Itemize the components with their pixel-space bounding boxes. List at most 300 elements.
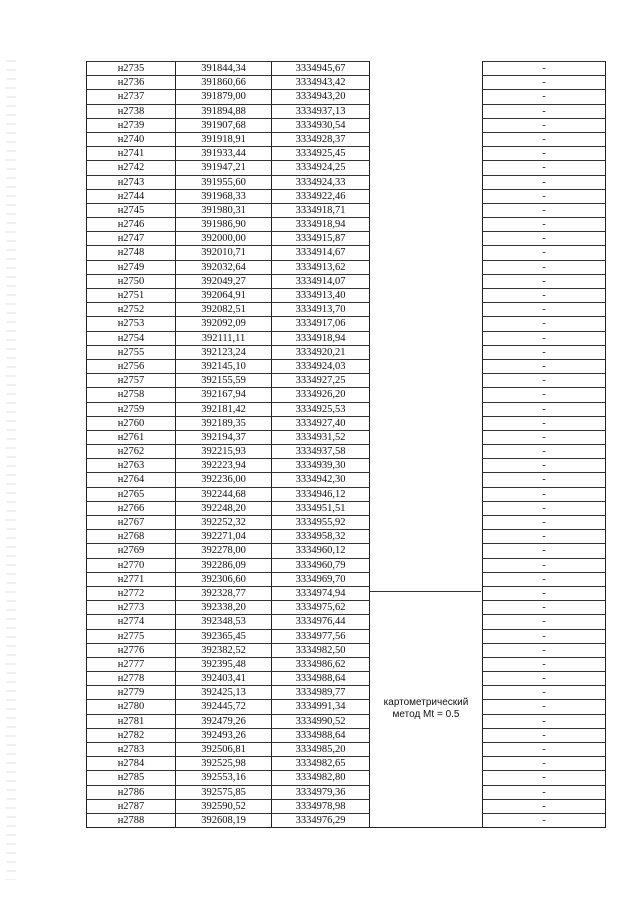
point-id-cell: н2761 bbox=[87, 430, 176, 444]
point-id-cell: н2754 bbox=[87, 331, 176, 345]
accuracy-cell: - bbox=[482, 217, 605, 231]
y-coordinate-cell: 3334982,65 bbox=[272, 756, 370, 770]
point-id-cell: н2751 bbox=[87, 288, 176, 302]
accuracy-cell: - bbox=[482, 203, 605, 217]
table-row bbox=[87, 770, 605, 784]
point-id-cell: н2783 bbox=[87, 742, 176, 756]
method-cell bbox=[370, 799, 482, 813]
point-id-cell: н2768 bbox=[87, 529, 176, 543]
accuracy-cell: - bbox=[482, 132, 605, 146]
method-cell bbox=[370, 373, 482, 387]
y-coordinate-cell: 3334988,64 bbox=[272, 671, 370, 685]
table-row bbox=[87, 756, 605, 770]
x-coordinate-cell: 392306,60 bbox=[176, 572, 272, 586]
method-cell bbox=[370, 770, 482, 784]
point-id-cell: н2784 bbox=[87, 756, 176, 770]
point-id-cell: н2739 bbox=[87, 118, 176, 132]
y-coordinate-cell: 3334918,94 bbox=[272, 331, 370, 345]
point-id-cell: н2743 bbox=[87, 175, 176, 189]
table-row bbox=[87, 586, 605, 600]
table-row bbox=[87, 600, 605, 614]
y-coordinate-cell: 3334976,44 bbox=[272, 614, 370, 628]
accuracy-cell: - bbox=[482, 387, 605, 401]
point-id-cell: н2735 bbox=[87, 61, 176, 75]
x-coordinate-cell: 392348,53 bbox=[176, 614, 272, 628]
x-coordinate-cell: 392244,68 bbox=[176, 487, 272, 501]
method-cell bbox=[370, 316, 482, 330]
method-cell bbox=[370, 203, 482, 217]
accuracy-cell: - bbox=[482, 756, 605, 770]
accuracy-cell: - bbox=[482, 430, 605, 444]
y-coordinate-cell: 3334943,42 bbox=[272, 75, 370, 89]
accuracy-cell: - bbox=[482, 699, 605, 713]
method-cell bbox=[370, 387, 482, 401]
x-coordinate-cell: 392271,04 bbox=[176, 529, 272, 543]
accuracy-cell: - bbox=[482, 714, 605, 728]
table-row bbox=[87, 104, 605, 118]
y-coordinate-cell: 3334989,77 bbox=[272, 685, 370, 699]
table-row bbox=[87, 685, 605, 699]
method-cell bbox=[370, 543, 482, 557]
table-row bbox=[87, 260, 605, 274]
x-coordinate-cell: 392493,26 bbox=[176, 728, 272, 742]
accuracy-cell: - bbox=[482, 373, 605, 387]
y-coordinate-cell: 3334975,62 bbox=[272, 600, 370, 614]
accuracy-cell: - bbox=[482, 813, 605, 827]
y-coordinate-cell: 3334918,94 bbox=[272, 217, 370, 231]
method-cell bbox=[370, 572, 482, 586]
y-coordinate-cell: 3334930,54 bbox=[272, 118, 370, 132]
method-cell bbox=[370, 416, 482, 430]
point-id-cell: н2766 bbox=[87, 501, 176, 515]
method-cell bbox=[370, 643, 482, 657]
method-note bbox=[370, 697, 482, 721]
method-cell bbox=[370, 586, 482, 600]
method-cell bbox=[370, 472, 482, 486]
x-coordinate-cell: 391894,88 bbox=[176, 104, 272, 118]
point-id-cell: н2779 bbox=[87, 685, 176, 699]
method-cell bbox=[370, 260, 482, 274]
method-cell bbox=[370, 629, 482, 643]
point-id-cell: н2776 bbox=[87, 643, 176, 657]
x-coordinate-cell: 391947,21 bbox=[176, 160, 272, 174]
method-cell bbox=[370, 728, 482, 742]
table-row bbox=[87, 359, 605, 373]
x-coordinate-cell: 392236,00 bbox=[176, 472, 272, 486]
x-coordinate-cell: 392252,32 bbox=[176, 515, 272, 529]
table-row bbox=[87, 699, 605, 713]
method-cell bbox=[370, 160, 482, 174]
accuracy-cell: - bbox=[482, 118, 605, 132]
method-cell bbox=[370, 132, 482, 146]
x-coordinate-cell: 392000,00 bbox=[176, 231, 272, 245]
y-coordinate-cell: 3334927,25 bbox=[272, 373, 370, 387]
table-row bbox=[87, 402, 605, 416]
y-coordinate-cell: 3334913,70 bbox=[272, 302, 370, 316]
y-coordinate-cell: 3334982,50 bbox=[272, 643, 370, 657]
y-coordinate-cell: 3334920,21 bbox=[272, 345, 370, 359]
table-row bbox=[87, 444, 605, 458]
method-cell bbox=[370, 288, 482, 302]
point-id-cell: н2737 bbox=[87, 89, 176, 103]
y-coordinate-cell: 3334988,64 bbox=[272, 728, 370, 742]
point-id-cell: н2769 bbox=[87, 543, 176, 557]
method-cell bbox=[370, 331, 482, 345]
table-row bbox=[87, 813, 605, 827]
y-coordinate-cell: 3334918,71 bbox=[272, 203, 370, 217]
method-cell bbox=[370, 515, 482, 529]
x-coordinate-cell: 392445,72 bbox=[176, 699, 272, 713]
table-row bbox=[87, 614, 605, 628]
accuracy-cell: - bbox=[482, 444, 605, 458]
method-cell bbox=[370, 245, 482, 259]
x-coordinate-cell: 392145,10 bbox=[176, 359, 272, 373]
point-id-cell: н2770 bbox=[87, 558, 176, 572]
method-cell bbox=[370, 118, 482, 132]
table-row bbox=[87, 118, 605, 132]
accuracy-cell: - bbox=[482, 487, 605, 501]
point-id-cell: н2749 bbox=[87, 260, 176, 274]
table-row bbox=[87, 245, 605, 259]
point-id-cell: н2760 bbox=[87, 416, 176, 430]
accuracy-cell: - bbox=[482, 189, 605, 203]
point-id-cell: н2788 bbox=[87, 813, 176, 827]
method-note-line1: картометрический bbox=[383, 697, 469, 708]
method-cell bbox=[370, 756, 482, 770]
y-coordinate-cell: 3334915,87 bbox=[272, 231, 370, 245]
y-coordinate-cell: 3334982,80 bbox=[272, 770, 370, 784]
x-coordinate-cell: 392395,48 bbox=[176, 657, 272, 671]
y-coordinate-cell: 3334924,25 bbox=[272, 160, 370, 174]
table-row bbox=[87, 416, 605, 430]
y-coordinate-cell: 3334960,12 bbox=[272, 543, 370, 557]
x-coordinate-cell: 392215,93 bbox=[176, 444, 272, 458]
y-coordinate-cell: 3334951,51 bbox=[272, 501, 370, 515]
accuracy-cell: - bbox=[482, 657, 605, 671]
method-cell bbox=[370, 529, 482, 543]
point-id-cell: н2763 bbox=[87, 458, 176, 472]
point-id-cell: н2742 bbox=[87, 160, 176, 174]
method-cell bbox=[370, 175, 482, 189]
method-cell bbox=[370, 785, 482, 799]
method-cell bbox=[370, 657, 482, 671]
point-id-cell: н2778 bbox=[87, 671, 176, 685]
method-cell bbox=[370, 89, 482, 103]
y-coordinate-cell: 3334937,13 bbox=[272, 104, 370, 118]
point-id-cell: н2771 bbox=[87, 572, 176, 586]
point-id-cell: н2787 bbox=[87, 799, 176, 813]
point-id-cell: н2744 bbox=[87, 189, 176, 203]
accuracy-cell: - bbox=[482, 529, 605, 543]
accuracy-cell: - bbox=[482, 89, 605, 103]
table-row bbox=[87, 302, 605, 316]
x-coordinate-cell: 392155,59 bbox=[176, 373, 272, 387]
point-id-cell: н2752 bbox=[87, 302, 176, 316]
method-cell bbox=[370, 217, 482, 231]
y-coordinate-cell: 3334946,12 bbox=[272, 487, 370, 501]
method-cell bbox=[370, 558, 482, 572]
y-coordinate-cell: 3334924,03 bbox=[272, 359, 370, 373]
accuracy-cell: - bbox=[482, 643, 605, 657]
point-id-cell: н2741 bbox=[87, 146, 176, 160]
point-id-cell: н2755 bbox=[87, 345, 176, 359]
accuracy-cell: - bbox=[482, 302, 605, 316]
table-row bbox=[87, 785, 605, 799]
y-coordinate-cell: 3334991,34 bbox=[272, 699, 370, 713]
margin-stamp-strip bbox=[6, 60, 16, 880]
x-coordinate-cell: 392286,09 bbox=[176, 558, 272, 572]
y-coordinate-cell: 3334914,67 bbox=[272, 245, 370, 259]
table-row bbox=[87, 629, 605, 643]
x-coordinate-cell: 392082,51 bbox=[176, 302, 272, 316]
table-row bbox=[87, 657, 605, 671]
accuracy-cell: - bbox=[482, 671, 605, 685]
accuracy-cell: - bbox=[482, 160, 605, 174]
y-coordinate-cell: 3334960,79 bbox=[272, 558, 370, 572]
y-coordinate-cell: 3334927,40 bbox=[272, 416, 370, 430]
x-coordinate-cell: 391879,00 bbox=[176, 89, 272, 103]
x-coordinate-cell: 392338,20 bbox=[176, 600, 272, 614]
y-coordinate-cell: 3334939,30 bbox=[272, 458, 370, 472]
point-id-cell: н2777 bbox=[87, 657, 176, 671]
x-coordinate-cell: 391860,66 bbox=[176, 75, 272, 89]
x-coordinate-cell: 392064,91 bbox=[176, 288, 272, 302]
table-row bbox=[87, 146, 605, 160]
y-coordinate-cell: 3334945,67 bbox=[272, 61, 370, 75]
method-cell bbox=[370, 487, 482, 501]
y-coordinate-cell: 3334978,98 bbox=[272, 799, 370, 813]
method-cell bbox=[370, 104, 482, 118]
y-coordinate-cell: 3334925,45 bbox=[272, 146, 370, 160]
table-row bbox=[87, 529, 605, 543]
method-cell bbox=[370, 189, 482, 203]
point-id-cell: н2736 bbox=[87, 75, 176, 89]
y-coordinate-cell: 3334985,20 bbox=[272, 742, 370, 756]
x-coordinate-cell: 391844,34 bbox=[176, 61, 272, 75]
y-coordinate-cell: 3334917,06 bbox=[272, 316, 370, 330]
method-section-divider bbox=[369, 591, 481, 592]
accuracy-cell: - bbox=[482, 175, 605, 189]
point-id-cell: н2740 bbox=[87, 132, 176, 146]
accuracy-cell: - bbox=[482, 785, 605, 799]
accuracy-cell: - bbox=[482, 572, 605, 586]
x-coordinate-cell: 392189,35 bbox=[176, 416, 272, 430]
x-coordinate-cell: 392506,81 bbox=[176, 742, 272, 756]
point-id-cell: н2753 bbox=[87, 316, 176, 330]
y-coordinate-cell: 3334937,58 bbox=[272, 444, 370, 458]
accuracy-cell: - bbox=[482, 586, 605, 600]
table-row bbox=[87, 515, 605, 529]
y-coordinate-cell: 3334913,62 bbox=[272, 260, 370, 274]
point-id-cell: н2773 bbox=[87, 600, 176, 614]
x-coordinate-cell: 392010,71 bbox=[176, 245, 272, 259]
table-row bbox=[87, 160, 605, 174]
method-cell bbox=[370, 614, 482, 628]
point-id-cell: н2738 bbox=[87, 104, 176, 118]
accuracy-cell: - bbox=[482, 614, 605, 628]
y-coordinate-cell: 3334986,62 bbox=[272, 657, 370, 671]
y-coordinate-cell: 3334924,33 bbox=[272, 175, 370, 189]
accuracy-cell: - bbox=[482, 316, 605, 330]
table-row bbox=[87, 643, 605, 657]
method-cell bbox=[370, 61, 482, 75]
x-coordinate-cell: 392365,45 bbox=[176, 629, 272, 643]
y-coordinate-cell: 3334943,20 bbox=[272, 89, 370, 103]
x-coordinate-cell: 392575,85 bbox=[176, 785, 272, 799]
method-cell bbox=[370, 444, 482, 458]
x-coordinate-cell: 392590,52 bbox=[176, 799, 272, 813]
y-coordinate-cell: 3334925,53 bbox=[272, 402, 370, 416]
y-coordinate-cell: 3334942,30 bbox=[272, 472, 370, 486]
table-row bbox=[87, 742, 605, 756]
table-row bbox=[87, 543, 605, 557]
method-cell bbox=[370, 671, 482, 685]
point-id-cell: н2759 bbox=[87, 402, 176, 416]
y-coordinate-cell: 3334977,56 bbox=[272, 629, 370, 643]
point-id-cell: н2767 bbox=[87, 515, 176, 529]
x-coordinate-cell: 392092,09 bbox=[176, 316, 272, 330]
table-row bbox=[87, 203, 605, 217]
table-row bbox=[87, 387, 605, 401]
accuracy-cell: - bbox=[482, 458, 605, 472]
point-id-cell: н2785 bbox=[87, 770, 176, 784]
table-row bbox=[87, 373, 605, 387]
x-coordinate-cell: 392328,77 bbox=[176, 586, 272, 600]
table-row bbox=[87, 61, 605, 75]
accuracy-cell: - bbox=[482, 402, 605, 416]
accuracy-cell: - bbox=[482, 685, 605, 699]
y-coordinate-cell: 3334969,70 bbox=[272, 572, 370, 586]
table-row bbox=[87, 572, 605, 586]
x-coordinate-cell: 391980,31 bbox=[176, 203, 272, 217]
y-coordinate-cell: 3334976,29 bbox=[272, 813, 370, 827]
y-coordinate-cell: 3334914,07 bbox=[272, 274, 370, 288]
accuracy-cell: - bbox=[482, 146, 605, 160]
y-coordinate-cell: 3334931,52 bbox=[272, 430, 370, 444]
x-coordinate-cell: 391986,90 bbox=[176, 217, 272, 231]
x-coordinate-cell: 392479,26 bbox=[176, 714, 272, 728]
coordinates-table bbox=[86, 61, 606, 828]
table-row bbox=[87, 430, 605, 444]
point-id-cell: н2780 bbox=[87, 699, 176, 713]
table-row bbox=[87, 288, 605, 302]
x-coordinate-cell: 391907,68 bbox=[176, 118, 272, 132]
point-id-cell: н2764 bbox=[87, 472, 176, 486]
accuracy-cell: - bbox=[482, 472, 605, 486]
accuracy-cell: - bbox=[482, 75, 605, 89]
accuracy-cell: - bbox=[482, 742, 605, 756]
accuracy-cell: - bbox=[482, 543, 605, 557]
x-coordinate-cell: 391955,60 bbox=[176, 175, 272, 189]
method-cell bbox=[370, 430, 482, 444]
table-row bbox=[87, 458, 605, 472]
table-row bbox=[87, 799, 605, 813]
y-coordinate-cell: 3334958,32 bbox=[272, 529, 370, 543]
table-row bbox=[87, 274, 605, 288]
table-row bbox=[87, 217, 605, 231]
x-coordinate-cell: 392278,00 bbox=[176, 543, 272, 557]
x-coordinate-cell: 392403,41 bbox=[176, 671, 272, 685]
method-cell bbox=[370, 600, 482, 614]
method-note-line2: метод Mt = 0.5 bbox=[392, 709, 460, 720]
point-id-cell: н2782 bbox=[87, 728, 176, 742]
x-coordinate-cell: 392425,13 bbox=[176, 685, 272, 699]
point-id-cell: н2746 bbox=[87, 217, 176, 231]
method-cell bbox=[370, 359, 482, 373]
accuracy-cell: - bbox=[482, 799, 605, 813]
point-id-cell: н2748 bbox=[87, 245, 176, 259]
x-coordinate-cell: 392223,94 bbox=[176, 458, 272, 472]
table-row bbox=[87, 132, 605, 146]
accuracy-cell: - bbox=[482, 629, 605, 643]
method-cell bbox=[370, 274, 482, 288]
x-coordinate-cell: 392608,19 bbox=[176, 813, 272, 827]
x-coordinate-cell: 391968,33 bbox=[176, 189, 272, 203]
accuracy-cell: - bbox=[482, 501, 605, 515]
accuracy-cell: - bbox=[482, 288, 605, 302]
accuracy-cell: - bbox=[482, 260, 605, 274]
point-id-cell: н2756 bbox=[87, 359, 176, 373]
x-coordinate-cell: 392194,37 bbox=[176, 430, 272, 444]
point-id-cell: н2772 bbox=[87, 586, 176, 600]
method-cell bbox=[370, 813, 482, 827]
point-id-cell: н2745 bbox=[87, 203, 176, 217]
method-cell bbox=[370, 501, 482, 515]
table-row bbox=[87, 89, 605, 103]
table-row bbox=[87, 501, 605, 515]
x-coordinate-cell: 392111,11 bbox=[176, 331, 272, 345]
accuracy-cell: - bbox=[482, 61, 605, 75]
x-coordinate-cell: 392553,16 bbox=[176, 770, 272, 784]
method-cell bbox=[370, 402, 482, 416]
x-coordinate-cell: 392167,94 bbox=[176, 387, 272, 401]
accuracy-cell: - bbox=[482, 274, 605, 288]
accuracy-cell: - bbox=[482, 331, 605, 345]
table-row bbox=[87, 558, 605, 572]
x-coordinate-cell: 392032,64 bbox=[176, 260, 272, 274]
x-coordinate-cell: 392123,24 bbox=[176, 345, 272, 359]
accuracy-cell: - bbox=[482, 345, 605, 359]
point-id-cell: н2762 bbox=[87, 444, 176, 458]
table-row bbox=[87, 331, 605, 345]
method-cell bbox=[370, 345, 482, 359]
y-coordinate-cell: 3334926,20 bbox=[272, 387, 370, 401]
method-cell bbox=[370, 742, 482, 756]
method-cell bbox=[370, 458, 482, 472]
y-coordinate-cell: 3334922,46 bbox=[272, 189, 370, 203]
point-id-cell: н2757 bbox=[87, 373, 176, 387]
y-coordinate-cell: 3334928,37 bbox=[272, 132, 370, 146]
accuracy-cell: - bbox=[482, 416, 605, 430]
accuracy-cell: - bbox=[482, 558, 605, 572]
table-row bbox=[87, 189, 605, 203]
method-cell bbox=[370, 146, 482, 160]
point-id-cell: н2781 bbox=[87, 714, 176, 728]
accuracy-cell: - bbox=[482, 515, 605, 529]
table-row bbox=[87, 714, 605, 728]
x-coordinate-cell: 392181,42 bbox=[176, 402, 272, 416]
table-row bbox=[87, 175, 605, 189]
accuracy-cell: - bbox=[482, 600, 605, 614]
table-row bbox=[87, 728, 605, 742]
table-row bbox=[87, 231, 605, 245]
table-row bbox=[87, 316, 605, 330]
x-coordinate-cell: 392248,20 bbox=[176, 501, 272, 515]
x-coordinate-cell: 392525,98 bbox=[176, 756, 272, 770]
point-id-cell: н2786 bbox=[87, 785, 176, 799]
y-coordinate-cell: 3334974,94 bbox=[272, 586, 370, 600]
y-coordinate-cell: 3334955,92 bbox=[272, 515, 370, 529]
